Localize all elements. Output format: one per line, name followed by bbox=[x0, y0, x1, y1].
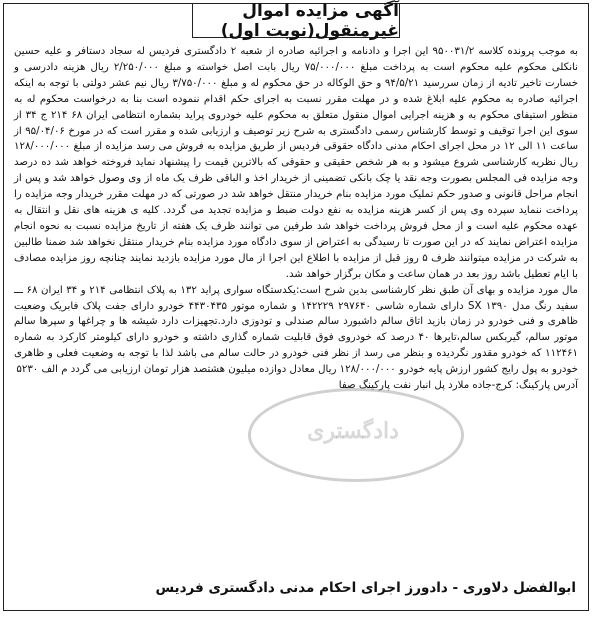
notice-body bbox=[14, 44, 578, 394]
watermark-seal-text: دادگستری bbox=[307, 418, 399, 444]
notice-title: آگهی مزایده اموال غیرمنقول(نوبت اول) bbox=[192, 4, 400, 38]
body-paragraph-2: مال مورد مزایده و بهای آن طبق نظر کارشناسی بدین شرح است:یکدستگاه سواری پراید ۱۳۲ به پلاک انتظامی ۲۱۴ و ۳۴ ایران ۶۸ ـــ سفید رنگ مدل ۱۳۹۰ SX دارای شماره شاسی ۲۹۷۶۴۰ ۱۴۲۲۲۹ و شماره موتور ۴۴۳۰۴۳۵ خودرو دارای جفت پلاک فابریک وضعیت ظاهری و فنی خودرو در زمان بازید اتاق سالم داشبورد سالم صندلی و تودوزی دارد.تجهیزات دارد شیشه ها و چراغها و سپرها سالم موتور سالم، گیربکس سالم،تایرها ۴۰ درصد که خودروی فوق قابلیت شماره گذاری داشته و خودرو دارای کیلومتر کارکرد به شماره ۱۱۲۴۶۱ که خودرو مقدور نگردیده و بنظر می رسد از نظر فنی خودرو در حالت سالم می باشد لذا با توجه به وضعیت فعلی و ظاهری خودرو به پول رایج کشور ارزش پایه خودرو ۱۲۸/۰۰۰/۰۰۰ ریال معادل دوازده میلیون هشتصد هزار تومان ارزیابی می گردد م الف ۵۲۳۰ bbox=[14, 284, 579, 376]
signature-line: ابوالفضل دلاوری - دادورز اجرای احکام مدنی دادگستری فردیس bbox=[155, 580, 576, 596]
parking-address: آدرس پارکینگ: کرج-جاده ملارد پل انبار نفت پارکینگ صفا bbox=[338, 380, 578, 392]
body-paragraph-1: به موجب پرونده کلاسه ۹۵۰۰۳۱/۲ این اجرا و دادنامه و اجرائیه صادره از شعبه ۲ دادگستری فردیس له سجاد دستافر و علیه حسین نانکلی محکوم علیه محکوم است به پرداخت مبلغ ۷۵/۰۰۰/۰۰۰ ریال بابت اصل خواسته و مبلغ ۲/۲۵۰/۰۰۰ ریال هزینه دادرسی و خسارت تاخیر تادیه از زمان سررسید ۹۴/۵/۲۱ و حق الوکاله در حق محکوم له و مبلغ ۳/۷۵۰/۰۰۰ ریال نیم عشر دولتی با توجه به اینکه اجرائیه صادره به محکوم علیه ابلاغ شده و در مهلت مقرر نسبت به اجرای حکم اقدام ننموده است بنا به درخواست محکوم له به منظور استیفای محکوم به و هزینه اجرایی اموال منقول متعلق به محکوم علیه خودروی پراید بشماره انتظامی ایران ۶۸ ۲۱۴ ج ۳۴ از سوی این اجرا توقیف و توسط کارشناس رسمی دادگستری به شرح زیر توصیف و ارزیابی شده و مقرر است که در مورخ ۹۵/۰۴/۰۶ از ساعت ۱۱ الی ۱۲ در محل اجرای احکام مدنی دادگاه حقوقی فردیس از طریق مزایده به فروش می رسد مزایده از مبلغ ۱۲۸/۰۰۰/۰۰۰ ریال نظریه کارشناسی شروع میشود و به هر شخص حقیقی و حقوقی که بالاترین قیمت را پیشنهاد نماید فروخته خواهد شد ده درصد وجه مزایده فی المجلس بصورت وجه نقد یا چک بانکی تضمینی از خریدار اخذ و الباقی ظرف یک ماه از وی وصول خواهد شد و پس از انجام مراحل قانونی و صدور حکم تملیک مورد مزایده بنام خریدار منتقل خواهد شد در صورتی که در مهلت مقرر خریدار وجه مزایده را پرداخت ننماید سپرده وی پس از کسر هزینه مزایده به نفع دولت ضبط و مزایده تجدید می گردد. کلیه ی هزینه های نقل و انتقال به عهده محکوم علیه است و از محل فروش پرداخت خواهد شد طرفین می توانند ظرف یک هفته از تاریخ مزایده نسبت به نحوه انجام مزایده اعتراض نمایند که در این صورت تا رسیدگی به اعتراض از سوی دادگاه مورد مزایده بنام خریدار منتقل نخواهد شد ضمنا طالبین به شرکت در مزایده میتوانند ظرف ۵ روز قبل از مزایده با اطلاع این اجرا از مال مورد مزایده بازدید نمایند چنانچه روز مزایده مصادف با ایام تعطیل باشد روز بعد در همان ساعت و مکان برگزار خواهد شد. bbox=[14, 46, 579, 280]
notice-frame bbox=[3, 0, 589, 611]
